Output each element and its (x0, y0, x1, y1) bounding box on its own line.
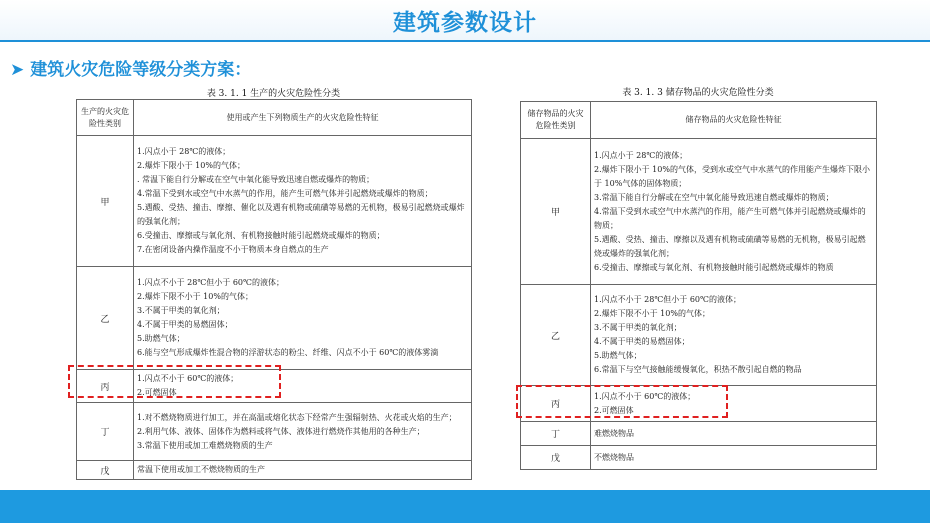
feature-line: 6.受撞击、摩擦或与氧化剂、有机物接触时能引起燃烧或爆炸的物质； (137, 231, 385, 240)
feature-cell (591, 139, 877, 285)
table-row (77, 461, 472, 480)
feature-line: . 常温下能自行分解或在空气中氧化能导致迅速自燃或爆炸的物质； (137, 175, 375, 184)
feature-line: 2.爆炸下限不小于 10%的气体； (594, 309, 710, 318)
table-row (521, 139, 877, 285)
class-cell: 甲 (77, 136, 134, 267)
right-table-caption: 表 3. 1. 3 储存物品的火灾危险性分类 (622, 88, 774, 98)
footer-band (0, 490, 930, 523)
feature-cell (134, 461, 472, 480)
feature-line: 1.闪点不小于 28℃但小于 60℃的液体； (137, 278, 284, 287)
feature-line: 1.对不燃烧物质进行加工，并在高温或熔化状态下经常产生强辐射热、火花或火焰的生产； (137, 412, 457, 422)
arrow-bullet-icon: ➤ (10, 60, 25, 80)
table-row (521, 422, 877, 446)
class-cell: 甲 (521, 139, 591, 285)
feature-line: 1.闪点小于 28℃的液体； (137, 147, 231, 156)
feature-line: 6.能与空气形成爆炸性混合物的浮游状态的粉尘、纤维、闪点不小于 60℃的液体雾滴 (137, 348, 439, 357)
feature-cell (591, 285, 877, 386)
feature-line: 1.闪点不小于 60℃的液体； (594, 391, 696, 401)
feature-line: 2.可燃固体 (594, 405, 634, 415)
feature-cell (134, 267, 472, 370)
feature-line: 4.常温下受到水或空气中水蒸汽的作用，能产生可燃气体并引起燃烧或爆炸的物质； (594, 206, 866, 230)
feature-line: 4.不属于甲类的易燃固体； (137, 320, 233, 329)
feature-line: 5.助燃气体； (594, 351, 642, 360)
class-cell: 乙 (521, 285, 591, 386)
feature-line: 1.闪点不小于 28℃但小于 60℃的液体； (594, 295, 741, 304)
class-cell: 丁 (521, 422, 591, 446)
feature-cell (134, 403, 472, 461)
feature-line: 7.在密闭设备内操作温度不小于物质本身自燃点的生产 (137, 245, 329, 254)
table-row (77, 267, 472, 370)
left-table-caption: 表 3. 1. 1 生产的火灾危险性分类 (206, 89, 341, 99)
feature-line: 5.遇酸、受热、撞击、摩擦、催化以及遇有机物或硫磺等易燃的无机物，极易引起燃烧或爆炸的强氧化剂； (137, 203, 465, 226)
feature-line: 1.闪点小于 28℃的液体； (594, 150, 688, 160)
left-header-class: 生产的火灾危险性类别 (77, 100, 134, 136)
feature-line: 常温下使用或加工不燃烧物质的生产 (137, 465, 265, 474)
right-header-feature: 储存物品的火灾危险性特征 (591, 102, 877, 139)
feature-line: 3.不属于甲类的氧化剂； (137, 306, 225, 315)
left-header-feature: 使用或产生下列物质生产的火灾危险性特征 (134, 100, 472, 136)
section-heading-text: 建筑火灾危险等级分类方案： (30, 60, 252, 80)
table-row (77, 403, 472, 461)
feature-line: 不燃烧物品 (594, 452, 634, 462)
feature-line: 4.不属于甲类的易燃固体； (594, 337, 690, 346)
feature-line: 1.闪点不小于 60℃的液体； (137, 374, 239, 383)
feature-line: 2.爆炸下限小于 10%的气体； (137, 161, 245, 170)
feature-line: 6.常温下与空气接触能缓慢氧化，积热不散引起自燃的物品 (594, 365, 802, 374)
feature-line: 3.常温下能自行分解或在空气中氧化能导致迅速自燃或爆炸的物质； (594, 192, 834, 202)
feature-line: 4.常温下受到水或空气中水蒸气的作用，能产生可燃气体并引起燃烧或爆炸的物质； (137, 189, 433, 198)
table-row (77, 136, 472, 267)
left-table (76, 99, 472, 480)
section-heading (10, 55, 251, 80)
class-cell: 乙 (77, 267, 134, 370)
feature-line: 2.可燃固体 (137, 388, 177, 397)
right-header-class: 储存物品的火灾危险性类别 (521, 102, 591, 139)
class-cell: 丁 (77, 403, 134, 461)
feature-line: 2.爆炸下限小于 10%的气体，受到水或空气中水蒸气的作用能产生爆炸下限小于 10%气体的固体物质； (594, 164, 870, 188)
feature-line: 2.利用气体、液体、固体作为燃料或将气体、液体进行燃烧作其他用的各种生产； (137, 426, 425, 436)
slide-title: 建筑参数设计 (393, 10, 537, 36)
feature-line: 5.遇酸、受热、撞击、摩擦以及遇有机物或硫磺等易燃的无机物，极易引起燃烧或爆炸的强氧化剂； (594, 234, 866, 258)
feature-line: 6.受撞击、摩擦或与氧化剂、有机物接触时能引起燃烧或爆炸的物质 (594, 262, 834, 272)
class-cell: 丙 (77, 370, 134, 403)
feature-cell (134, 136, 472, 267)
class-cell: 戊 (77, 461, 134, 480)
class-cell: 丙 (521, 386, 591, 422)
feature-line: 难燃烧物品 (594, 428, 634, 438)
feature-cell (591, 422, 877, 446)
table-row (521, 446, 877, 470)
feature-line: 3.不属于甲类的氧化剂； (594, 323, 682, 332)
class-cell: 戊 (521, 446, 591, 470)
highlight-box-left (68, 365, 281, 398)
feature-line: 5.助燃气体； (137, 334, 185, 343)
highlight-box-right (516, 385, 728, 418)
feature-line: 3.常温下使用或加工难燃烧物质的生产 (137, 440, 273, 450)
header-divider (0, 40, 930, 42)
feature-cell (591, 446, 877, 470)
feature-line: 2.爆炸下限不小于 10%的气体； (137, 292, 253, 301)
table-row (521, 285, 877, 386)
